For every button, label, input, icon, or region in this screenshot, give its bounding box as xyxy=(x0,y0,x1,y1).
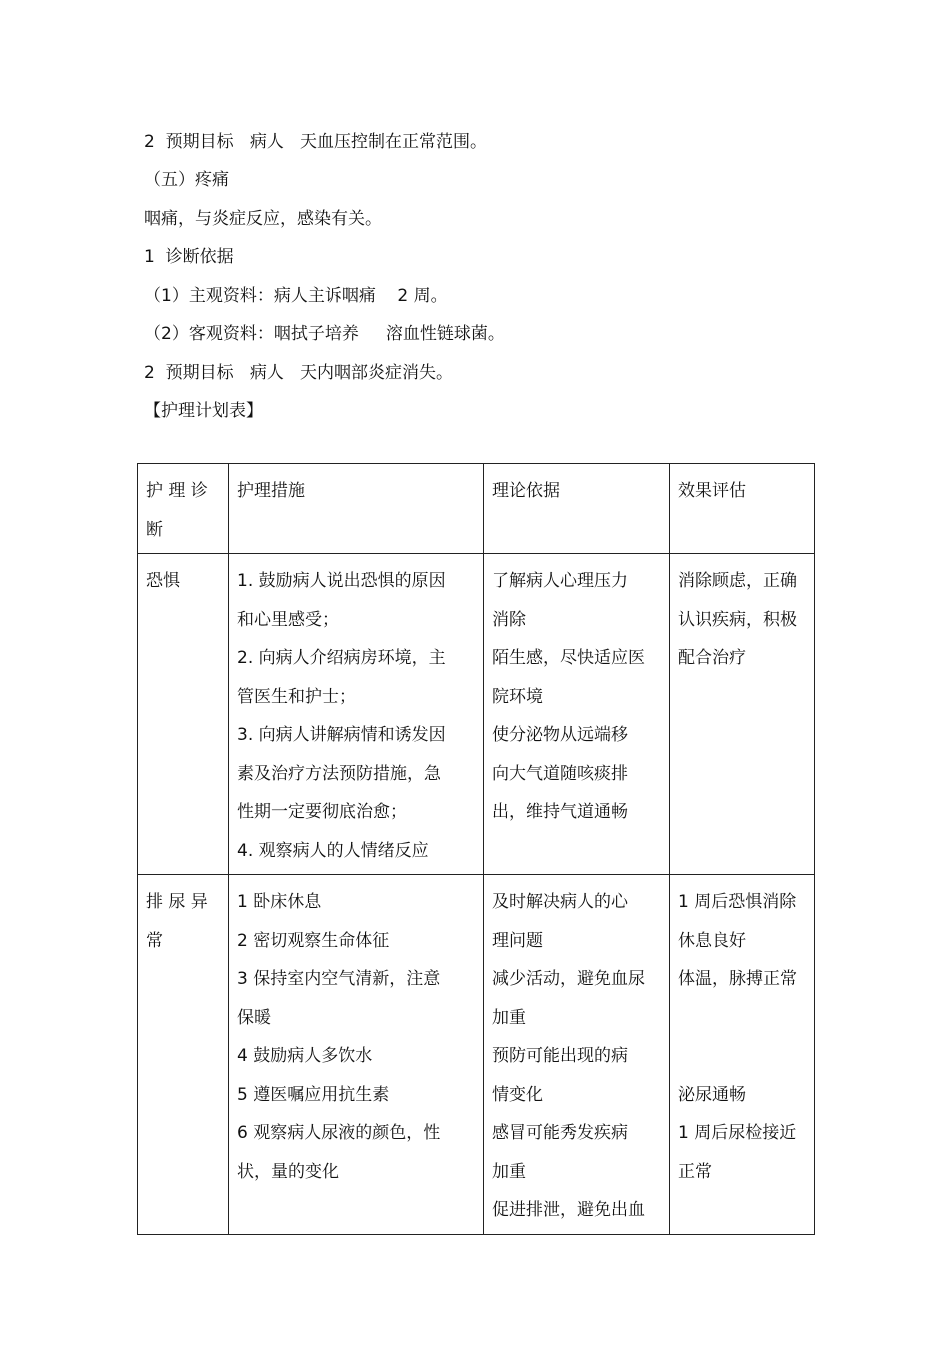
paragraph-subjective-data: （1）主观资料：病人主诉咽痛 2 周。 xyxy=(144,286,448,306)
cell-basis: 及时解决病人的心 理问题 减少活动，避免血尿 加重 预防可能出现的病 情变化 感冒可能秀发疾病 加重 促进排泄，避免出血 xyxy=(484,875,670,1235)
paragraph-pain-diagnosis: 咽痛，与炎症反应，感染有关。 xyxy=(144,209,382,229)
paragraph-objective-data: （2）客观资料：咽拭子培养 溶血性链球菌。 xyxy=(144,324,505,344)
cell-basis: 了解病人心理压力 消除 陌生感，尽快适应医 院环境 使分泌物从远端移 向大气道随咳痰排 出，维持气道通畅 xyxy=(484,554,670,875)
header-nursing-measures: 护理措施 xyxy=(229,464,484,554)
section-heading-pain: （五）疼痛 xyxy=(144,170,229,190)
header-theoretical-basis: 理论依据 xyxy=(484,464,670,554)
nursing-plan-table xyxy=(137,463,815,1235)
cell-diagnosis: 排 尿 异 常 xyxy=(138,875,229,1235)
table-row xyxy=(138,554,815,875)
paragraph-expected-goal-throat: 2 预期目标 病人 天内咽部炎症消失。 xyxy=(144,363,454,383)
cell-diagnosis: 恐惧 xyxy=(138,554,229,875)
table-row xyxy=(138,875,815,1235)
cell-evaluation: 消除顾虑，正确 认识疾病，积极 配合治疗 xyxy=(670,554,815,875)
header-effect-evaluation: 效果评估 xyxy=(670,464,815,554)
header-nursing-diagnosis: 护 理 诊 断 xyxy=(138,464,229,554)
paragraph-diagnosis-basis: 1 诊断依据 xyxy=(144,247,234,267)
table-title: 【护理计划表】 xyxy=(144,401,263,421)
table-header-row xyxy=(138,464,815,554)
cell-measures: 1. 鼓励病人说出恐惧的原因 和心里感受； 2. 向病人介绍病房环境，主 管医生和护士； 3. 向病人讲解病情和诱发因 素及治疗方法预防措施，急 性期一定要彻底治愈； 4. 观察病人的人情绪反应 xyxy=(229,554,484,875)
paragraph-expected-goal-blood-pressure: 2 预期目标 病人 天血压控制在正常范围。 xyxy=(144,132,488,152)
cell-measures: 1 卧床休息 2 密切观察生命体征 3 保持室内空气清新，注意 保暖 4 鼓励病人多饮水 5 遵医嘱应用抗生素 6 观察病人尿液的颜色，性 状，量的变化 xyxy=(229,875,484,1235)
cell-evaluation: 1 周后恐惧消除 休息良好 体温，脉搏正常 泌尿通畅 1 周后尿检接近 正常 xyxy=(670,875,815,1235)
